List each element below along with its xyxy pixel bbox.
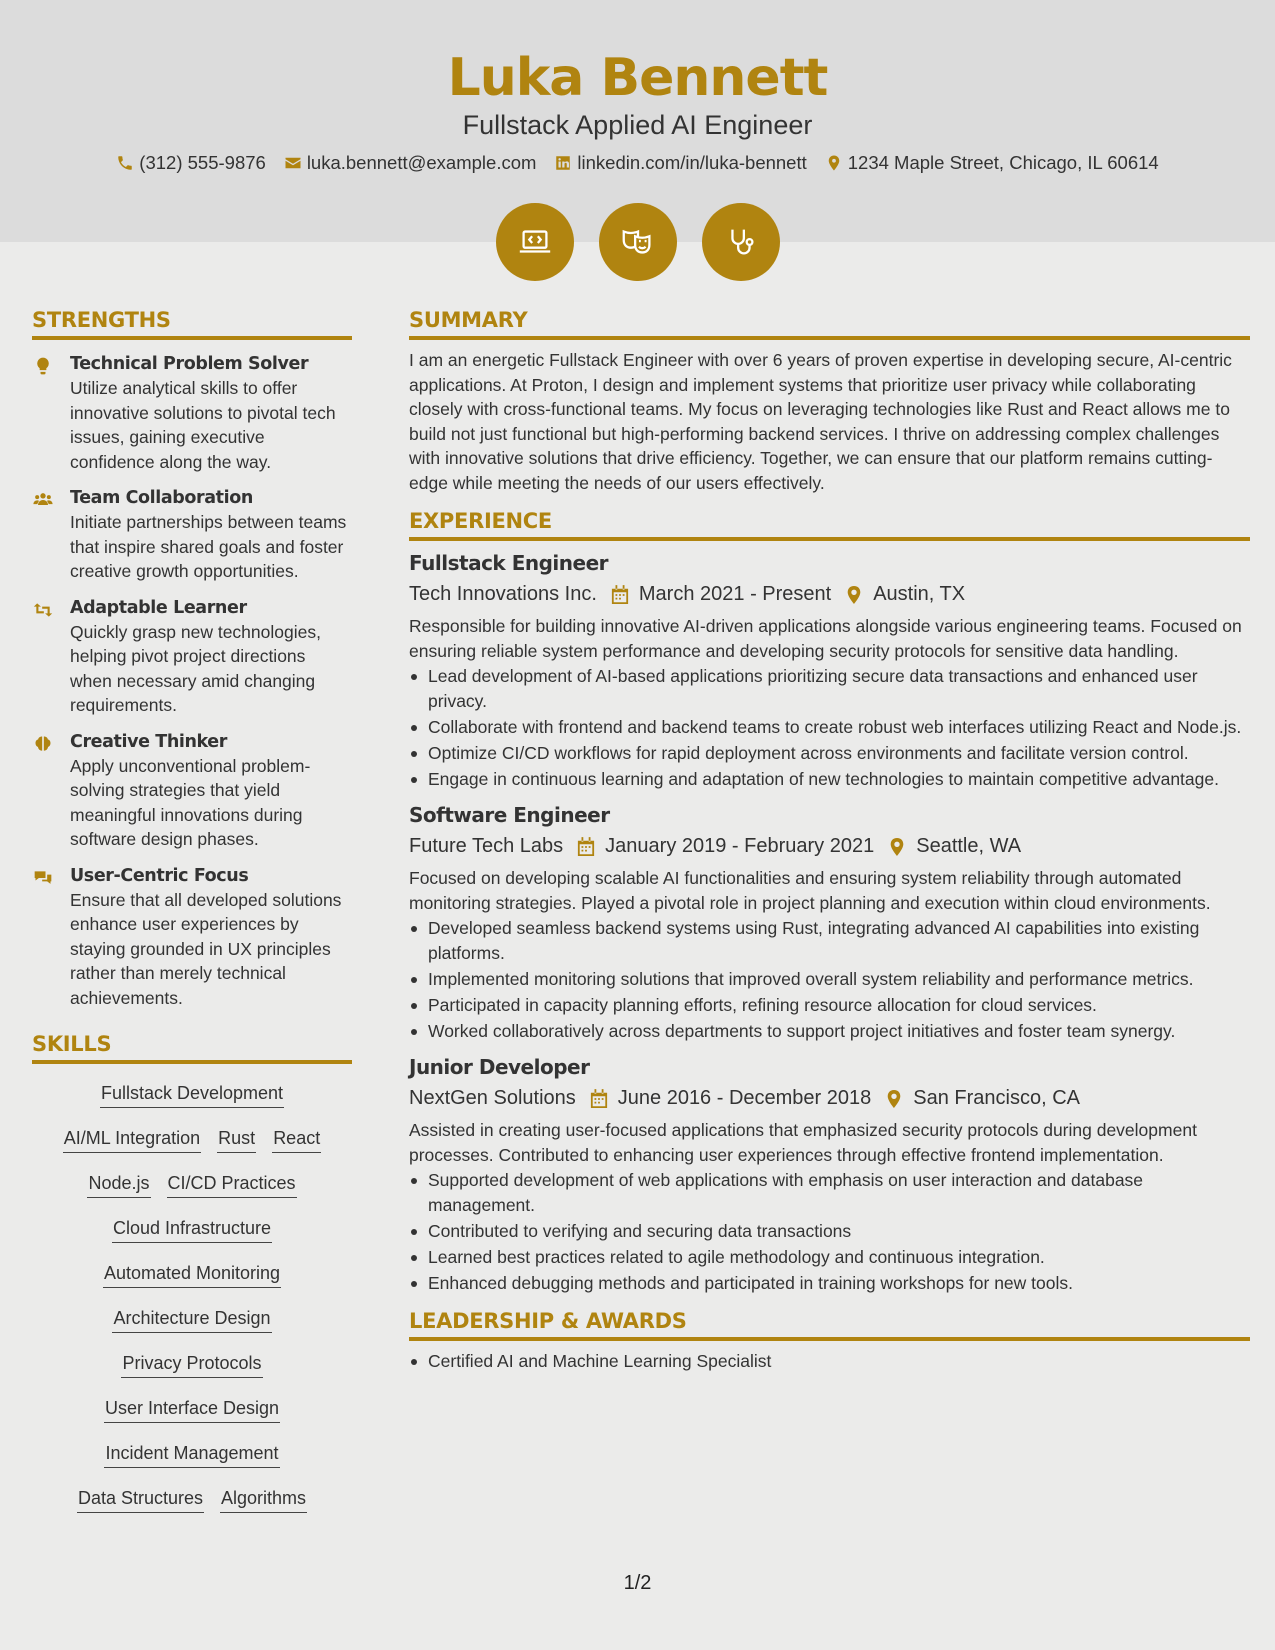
job-meta bbox=[409, 835, 1250, 858]
skill-tag: Data Structures bbox=[77, 1488, 204, 1513]
map-marker-icon bbox=[885, 1089, 903, 1109]
job-bullets bbox=[409, 664, 1250, 791]
contact-email[interactable] bbox=[284, 152, 537, 174]
job-entry bbox=[409, 551, 1250, 791]
skill-tag: Algorithms bbox=[220, 1488, 307, 1513]
summary-heading: SUMMARY bbox=[409, 308, 1250, 340]
phone-text: (312) 555-9876 bbox=[139, 152, 266, 173]
theater-masks-icon bbox=[619, 223, 657, 261]
list-item: Implemented monitoring solutions that improved overall system reliability and performance metrics. bbox=[409, 967, 1250, 992]
company-name: Future Tech Labs bbox=[409, 835, 564, 857]
strength-item bbox=[32, 866, 352, 1011]
leadership-heading: LEADERSHIP & AWARDS bbox=[409, 1309, 1250, 1341]
strength-item bbox=[32, 732, 352, 852]
summary-text: I am an energetic Fullstack Engineer with over 6 years of proven expertise in developing secure, AI-centric applications. At Proton, I design and implement systems that prioritize user privacy while collaborating closely with cross-functional teams. My focus on leveraging technologies like Rust and React allows me to build not just functional but high-performing backend services. I thrive on addressing complex challenges with innovative solutions that drive efficiency. Together, we can ensure that our platform remains cutting-edge while meeting the needs of our users effectively. bbox=[409, 350, 1232, 493]
skill-tag: Privacy Protocols bbox=[121, 1353, 262, 1378]
list-item: Certified AI and Machine Learning Specialist bbox=[409, 1349, 1250, 1374]
skill-tag: Architecture Design bbox=[112, 1308, 271, 1333]
skill-row bbox=[100, 1076, 284, 1121]
interest-icons bbox=[0, 203, 1275, 281]
map-marker-icon bbox=[845, 585, 863, 605]
skill-row bbox=[63, 1121, 321, 1166]
skill-tag: AI/ML Integration bbox=[63, 1128, 201, 1153]
job-entry bbox=[409, 803, 1250, 1043]
email-text: luka.bennett@example.com bbox=[306, 152, 537, 173]
envelope-icon bbox=[284, 154, 302, 172]
right-column bbox=[409, 308, 1250, 1375]
linkedin-icon bbox=[554, 154, 572, 172]
list-item: Collaborate with frontend and backend teams to create robust web interfaces utilizing React and Node.js. bbox=[409, 715, 1250, 740]
list-item: Participated in capacity planning efforts, refining resource allocation for cloud services. bbox=[409, 993, 1250, 1018]
candidate-title: Fullstack Applied AI Engineer bbox=[462, 110, 813, 140]
skill-row bbox=[103, 1256, 281, 1301]
job-bullets bbox=[409, 916, 1250, 1043]
skill-tag: Automated Monitoring bbox=[103, 1263, 281, 1288]
experience-heading: EXPERIENCE bbox=[409, 509, 1250, 541]
strength-item bbox=[32, 598, 352, 718]
contact-address bbox=[825, 152, 1159, 174]
skill-row bbox=[77, 1481, 307, 1526]
job-location: Austin, TX bbox=[873, 583, 966, 605]
left-column bbox=[32, 308, 352, 1526]
skill-row bbox=[112, 1211, 272, 1256]
contact-linkedin[interactable] bbox=[554, 152, 806, 174]
lightbulb-icon bbox=[32, 356, 54, 376]
company-name: NextGen Solutions bbox=[409, 1087, 576, 1109]
strength-title: User-Centric Focus bbox=[70, 865, 249, 886]
list-item: Optimize CI/CD workflows for rapid deployment across environments and facilitate version control. bbox=[409, 741, 1250, 766]
job-description: Assisted in creating user-focused applications that emphasized security protocols during development processes. Contributed to enhancing user experiences through effective frontend implementation. bbox=[409, 1120, 1197, 1165]
skill-tag: Cloud Infrastructure bbox=[112, 1218, 272, 1243]
skill-row bbox=[104, 1436, 279, 1481]
skills-heading: SKILLS bbox=[32, 1032, 352, 1064]
stethoscope-icon bbox=[722, 223, 760, 261]
skill-tag: Fullstack Development bbox=[100, 1083, 284, 1108]
theater-masks-badge bbox=[599, 203, 677, 281]
skill-row bbox=[104, 1391, 280, 1436]
strength-desc: Initiate partnerships between teams that inspire shared goals and foster creative growth opportunities. bbox=[70, 512, 347, 581]
calendar-icon bbox=[590, 1089, 608, 1109]
strength-title: Adaptable Learner bbox=[70, 597, 247, 618]
strength-desc: Ensure that all developed solutions enhance user experiences by staying grounded in UX principles rather than merely technical achievements. bbox=[70, 889, 342, 1008]
strengths-heading: STRENGTHS bbox=[32, 308, 352, 340]
job-description: Focused on developing scalable AI functionalities and ensuring system reliability through automated monitoring strategies. Played a pivotal role in project planning and execution within cloud environments. bbox=[409, 868, 1211, 913]
brain-icon bbox=[32, 734, 54, 754]
job-meta bbox=[409, 583, 1250, 606]
strength-item bbox=[32, 488, 352, 584]
contact-bar bbox=[0, 152, 1275, 174]
list-item: Engage in continuous learning and adaptation of new technologies to maintain competitive advantage. bbox=[409, 767, 1250, 792]
job-dates: March 2021 - Present bbox=[638, 583, 832, 605]
list-item: Learned best practices related to agile methodology and continuous integration. bbox=[409, 1245, 1250, 1270]
contact-phone[interactable] bbox=[116, 152, 266, 174]
map-marker-icon bbox=[825, 154, 843, 172]
page-number: 1/2 bbox=[623, 1572, 652, 1594]
list-item: Lead development of AI-based applications prioritizing secure data transactions and enhanced user privacy. bbox=[409, 664, 1250, 713]
strength-title: Creative Thinker bbox=[70, 731, 228, 752]
stethoscope-badge bbox=[702, 203, 780, 281]
job-location: San Francisco, CA bbox=[913, 1087, 1080, 1109]
laptop-code-badge bbox=[496, 203, 574, 281]
strength-item bbox=[32, 354, 352, 474]
job-title: Software Engineer bbox=[409, 803, 610, 827]
calendar-icon bbox=[577, 837, 595, 857]
list-item: Contributed to verifying and securing data transactions bbox=[409, 1219, 1250, 1244]
candidate-name: Luka Bennett bbox=[447, 48, 828, 108]
job-meta bbox=[409, 1087, 1250, 1110]
job-dates: January 2019 - February 2021 bbox=[605, 835, 875, 857]
list-item: Developed seamless backend systems using Rust, integrating advanced AI capabilities into existing platforms. bbox=[409, 916, 1250, 965]
skills-list bbox=[32, 1076, 352, 1526]
skill-tag: CI/CD Practices bbox=[167, 1173, 297, 1198]
skill-tag: Incident Management bbox=[104, 1443, 279, 1468]
job-bullets bbox=[409, 1168, 1250, 1295]
skill-row bbox=[112, 1301, 271, 1346]
list-item: Worked collaboratively across departments to support project initiatives and foster team synergy. bbox=[409, 1019, 1250, 1044]
address-text: 1234 Maple Street, Chicago, IL 60614 bbox=[847, 152, 1159, 173]
job-dates: June 2016 - December 2018 bbox=[617, 1087, 872, 1109]
phone-icon bbox=[116, 154, 134, 172]
retweet-icon bbox=[32, 600, 54, 620]
strength-desc: Utilize analytical skills to offer innovative solutions to pivotal tech issues, gaining executive confidence along the way. bbox=[70, 378, 336, 472]
skill-tag: React bbox=[272, 1128, 321, 1153]
list-item: Supported development of web applications with emphasis on user interaction and database management. bbox=[409, 1168, 1250, 1217]
laptop-code-icon bbox=[516, 223, 554, 261]
skill-tag: User Interface Design bbox=[104, 1398, 280, 1423]
company-name: Tech Innovations Inc. bbox=[409, 583, 597, 605]
strength-title: Technical Problem Solver bbox=[70, 354, 309, 374]
job-title: Fullstack Engineer bbox=[409, 551, 608, 575]
users-icon bbox=[32, 490, 54, 510]
strength-desc: Quickly grasp new technologies, helping pivot project directions when necessary amid changing requirements. bbox=[70, 621, 321, 715]
linkedin-text: linkedin.com/in/luka-bennett bbox=[577, 152, 807, 173]
skill-tag: Node.js bbox=[87, 1173, 150, 1198]
strength-desc: Apply unconventional problem-solving strategies that yield meaningful innovations during software design phases. bbox=[70, 755, 311, 849]
skill-row bbox=[87, 1166, 296, 1211]
skill-row bbox=[121, 1346, 262, 1391]
awards-list bbox=[409, 1349, 1250, 1374]
list-item: Enhanced debugging methods and participated in training workshops for new tools. bbox=[409, 1271, 1250, 1296]
strength-title: Team Collaboration bbox=[70, 488, 253, 508]
map-marker-icon bbox=[888, 837, 906, 857]
calendar-icon bbox=[611, 585, 629, 605]
comments-icon bbox=[32, 868, 54, 888]
skill-tag: Rust bbox=[217, 1128, 256, 1153]
job-description: Responsible for building innovative AI-driven applications alongside various engineering teams. Focused on ensuring reliable system performance and developing security protocols for sensitive data handling. bbox=[409, 616, 1242, 661]
job-title: Junior Developer bbox=[409, 1055, 590, 1079]
job-entry bbox=[409, 1055, 1250, 1295]
job-location: Seattle, WA bbox=[916, 835, 1022, 857]
